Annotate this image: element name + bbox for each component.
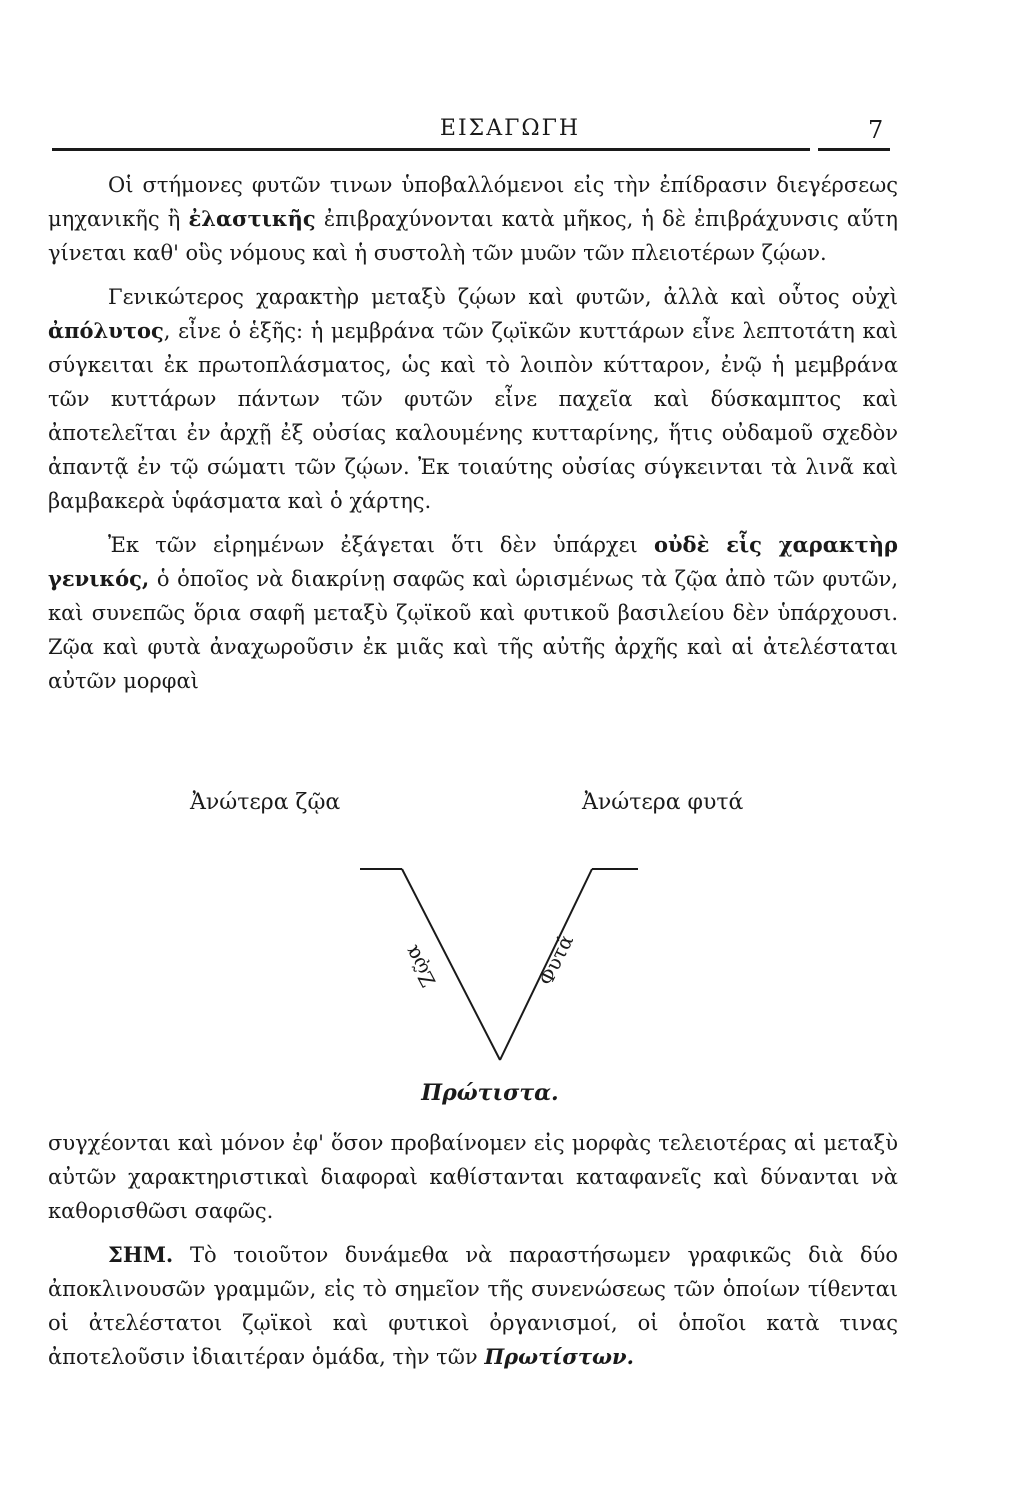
divergence-diagram: [340, 855, 660, 1075]
paragraph-3-start: Ἐκ τῶν εἰρημένων ἐξάγεται ὅτι δὲν ὑπάρχει: [108, 533, 654, 557]
paragraph-1: [48, 168, 898, 270]
paragraph-2: [48, 280, 898, 518]
note-emphasis: Πρωτίστων.: [484, 1344, 634, 1369]
note-body: Τὸ τοιοῦτον δυνάμεθα νὰ παραστήσωμεν γραφικῶς διὰ δύο ἀποκλινουσῶν γραμμῶν, εἰς τὸ σημεῖον τῆς συνενώσεως τῶν ὁποίων τίθενται οἱ ἀτελέστατοι ζῳϊκοὶ καὶ φυτικοὶ ὀργανισμοί, οἱ ὁποῖοι κατὰ τινας ἀποτελοῦσιν ἰδιαιτέραν ὁμάδα, τὴν τῶν: [48, 1243, 898, 1369]
diagram-line-plants-label: Φυτά: [533, 930, 579, 990]
body-text-upper: [48, 168, 898, 708]
note-paragraph: [48, 1238, 898, 1374]
header-rule: [52, 148, 810, 151]
paragraph-3-emphasis: οὐδὲ εἷς χαρακτὴρ γενικός,: [48, 532, 898, 591]
paragraph-1-end: ἐπιβραχύνονται κατὰ μῆκος, ἡ δὲ ἐπιβράχυνσις αὕτη γίνεται καθ' οὓς νόμους καὶ ἡ συστολὴ τῶν μυῶν τῶν πλειοτέρων ζῴων.: [48, 207, 898, 265]
page-number-rule: [818, 148, 890, 151]
diagram-line-animals-label: Ζῷα: [398, 941, 441, 992]
diagram-label-higher-animals: Ἀνώτερα ζῷα: [190, 790, 341, 815]
diagram-label-higher-plants: Ἀνώτερα φυτά: [582, 790, 744, 815]
paragraph-3-end: ὁ ὁποῖος νὰ διακρίνῃ σαφῶς καὶ ὡρισμένως τὰ ζῷα ἀπὸ τῶν φυτῶν, καὶ συνεπῶς ὅρια σαφῆ μεταξὺ ζῳϊκοῦ καὶ φυτικοῦ βασιλείου δὲν ὑπάρχουσι. Ζῷα καὶ φυτὰ ἀναχωροῦσιν ἐκ μιᾶς καὶ τῆς αὐτῆς ἀρχῆς καὶ αἱ ἀτελέσταται αὐτῶν μορφαὶ: [48, 567, 898, 693]
paragraph-1-emphasis: ἐλαστικῆς: [188, 206, 316, 231]
note-heading: ΣΗΜ.: [108, 1242, 174, 1267]
paragraph-2-emphasis: ἀπόλυτος: [48, 318, 164, 343]
page-number: 7: [868, 116, 884, 144]
body-text-lower: [48, 1126, 898, 1384]
paragraph-2-start: Γενικώτερος χαρακτὴρ μεταξὺ ζῴων καὶ φυτῶν, ἀλλὰ καὶ οὗτος οὐχὶ: [108, 285, 898, 309]
paragraph-1-start: Οἱ στήμονες φυτῶν τινων ὑποβαλλόμενοι εἰς τὴν ἐπίδρασιν διεγέρσεως μηχανικῆς ἢ: [48, 173, 898, 231]
paragraph-2-end: , εἶνε ὁ ἑξῆς: ἡ μεμβράνα τῶν ζῳϊκῶν κυττάρων εἶνε λεπτοτάτη καὶ σύγκειται ἐκ πρωτοπλάσματος, ὡς καὶ τὸ λοιπὸν κύτταρον, ἐνῷ ἡ μεμβράνα τῶν κυττάρων πάντων τῶν φυτῶν εἶνε παχεῖα καὶ δύσκαμπτος καὶ ἀποτελεῖται ἐν ἀρχῇ ἐξ οὐσίας καλουμένης κυτταρίνης, ἥτις οὐδαμοῦ σχεδὸν ἀπαντᾷ ἐν τῷ σώματι τῶν ζῴων. Ἐκ τοιαύτης οὐσίας σύγκεινται τὰ λινᾶ καὶ βαμβακερὰ ὑφάσματα καὶ ὁ χάρτης.: [48, 319, 898, 513]
running-head: ΕΙΣΑΓΩΓΗ: [439, 116, 581, 141]
paragraph-3: [48, 528, 898, 698]
paragraph-4: συγχέονται καὶ μόνον ἐφ' ὅσον προβαίνομεν εἰς μορφὰς τελειοτέρας αἱ μεταξὺ αὐτῶν χαρακτηριστικαὶ διαφοραὶ καθίστανται καταφανεῖς καὶ δύνανται νὰ καθορισθῶσι σαφῶς.: [48, 1131, 898, 1223]
diagram-caption-protista: Πρώτιστα.: [421, 1080, 559, 1106]
